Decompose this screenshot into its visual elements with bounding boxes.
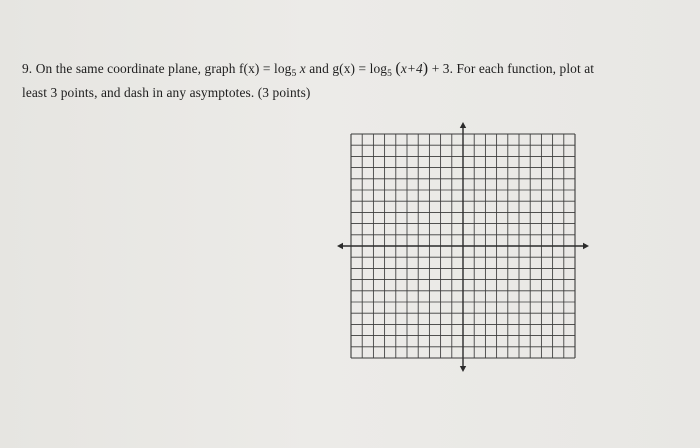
and-word: and [309,61,329,76]
coordinate-grid [335,120,587,375]
question-rest-line-1: For each function, plot at [456,61,595,76]
question-number: 9. [22,61,33,76]
function-f: $f(x) = \log_5 x$ [238,61,306,79]
question-line-2: least 3 points, and dash in any asymptotes. (3 points) [22,85,311,100]
points-label: (3 points) [257,85,311,100]
question-line-1 [22,58,672,82]
question-intro: On the same coordinate plane, graph [35,61,236,76]
function-g: $g(x) = \log_5 (x+4) + 3$. [332,60,454,79]
y-axis-up-arrow-icon [460,122,466,128]
question-9 [22,58,672,103]
y-axis-down-arrow-icon [460,366,466,372]
x-axis-left-arrow-icon [337,243,343,249]
x-axis-right-arrow-icon [583,243,589,249]
coordinate-plane [335,120,587,375]
